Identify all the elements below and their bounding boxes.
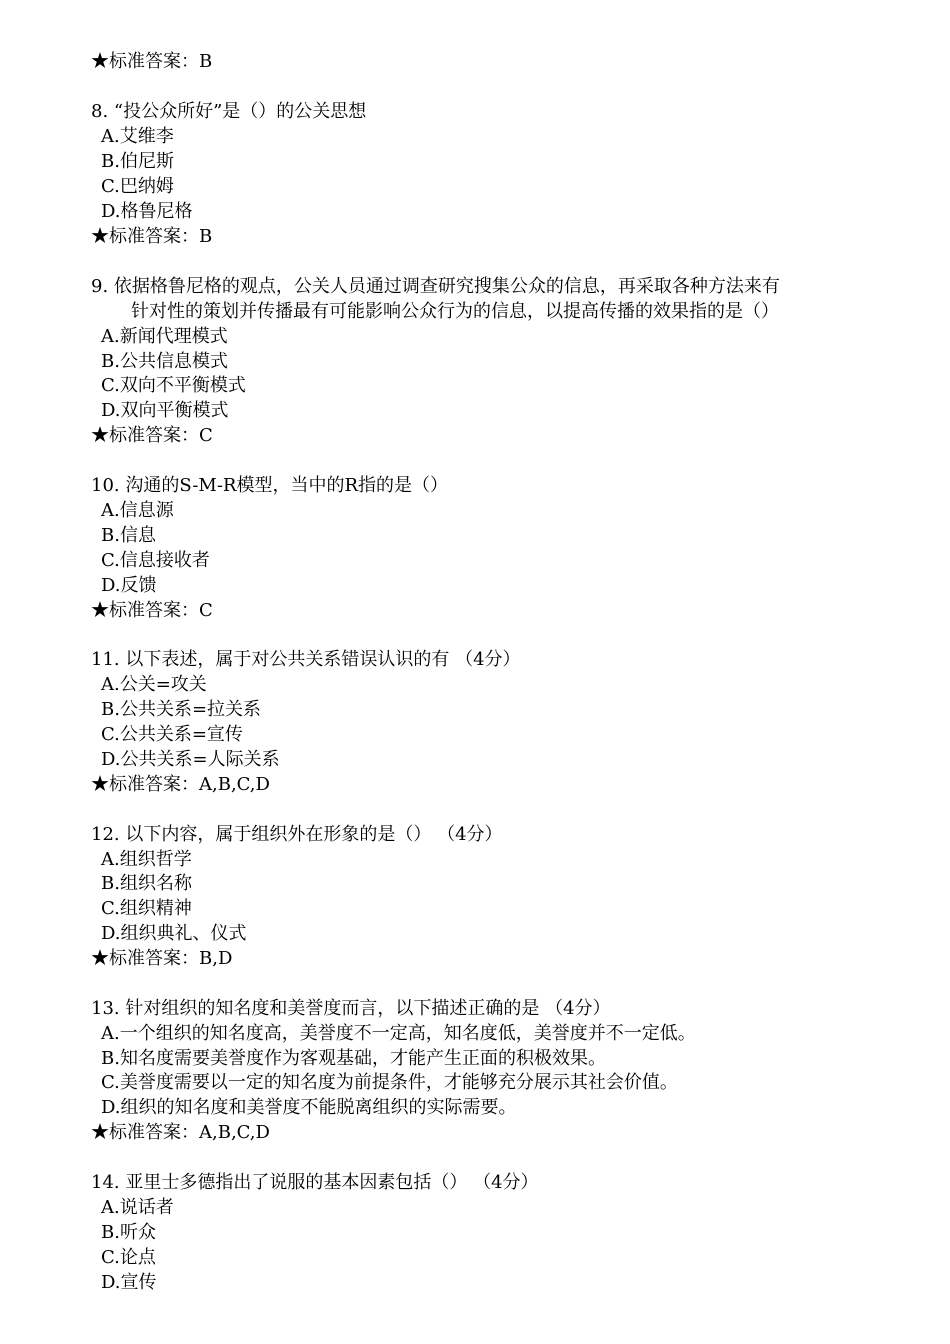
option-a: A.公关=攻关 (101, 674, 207, 695)
question-title-continued: 针对性的策划并传播最有可能影响公众行为的信息，以提高传播的效果指的是（） (131, 301, 779, 322)
answer-line: ★标准答案：B,D (91, 948, 233, 969)
option-d: D.组织典礼、仪式 (101, 923, 247, 944)
option-c: C.美誉度需要以一定的知名度为前提条件，才能够充分展示其社会价值。 (101, 1072, 678, 1093)
option-d: D.双向平衡模式 (101, 400, 229, 421)
question-title: 9. 依据格鲁尼格的观点，公关人员通过调查研究搜集公众的信息，再采取各种方法来有 (91, 276, 780, 297)
answer-line: ★标准答案：B (91, 51, 213, 72)
option-b: B.组织名称 (101, 873, 192, 894)
question-title: 14. 亚里士多德指出了说服的基本因素包括（） （4分） (91, 1172, 539, 1193)
question-title: 12. 以下内容，属于组织外在形象的是（） （4分） (91, 824, 503, 845)
answer-line: ★标准答案：C (91, 600, 213, 621)
option-c: C.双向不平衡模式 (101, 375, 246, 396)
answer-line: ★标准答案：A,B,C,D (91, 1122, 270, 1143)
option-b: B.听众 (101, 1222, 156, 1243)
option-b: B.公共关系=拉关系 (101, 699, 262, 720)
option-c: C.信息接收者 (101, 550, 210, 571)
option-c: C.论点 (101, 1247, 156, 1268)
option-d: D.格鲁尼格 (101, 201, 193, 222)
option-d: D.组织的知名度和美誉度不能脱离组织的实际需要。 (101, 1097, 517, 1118)
answer-line: ★标准答案：B (91, 226, 213, 247)
answer-line: ★标准答案：A,B,C,D (91, 774, 270, 795)
option-d: D.反馈 (101, 575, 157, 596)
option-a: A.新闻代理模式 (101, 326, 228, 347)
option-c: C.公共关系=宣传 (101, 724, 243, 745)
option-d: D.公共关系=人际关系 (101, 749, 280, 770)
option-b: B.伯尼斯 (101, 151, 174, 172)
question-title: 10. 沟通的S-M-R模型，当中的R指的是（） (91, 475, 449, 496)
question-title: 13. 针对组织的知名度和美誉度而言，以下描述正确的是 （4分） (91, 998, 611, 1019)
answer-line: ★标准答案：C (91, 425, 213, 446)
option-a: A.信息源 (101, 500, 174, 521)
option-a: A.说话者 (101, 1197, 174, 1218)
option-c: C.组织精神 (101, 898, 192, 919)
question-title: 8. “投公众所好”是（）的公关思想 (91, 101, 367, 122)
option-d: D.宣传 (101, 1272, 157, 1293)
option-a: A.一个组织的知名度高，美誉度不一定高，知名度低，美誉度并不一定低。 (101, 1023, 696, 1044)
option-b: B.公共信息模式 (101, 351, 228, 372)
option-b: B.知名度需要美誉度作为客观基础，才能产生正面的积极效果。 (101, 1048, 606, 1069)
option-c: C.巴纳姆 (101, 176, 174, 197)
option-b: B.信息 (101, 525, 156, 546)
option-a: A.组织哲学 (101, 849, 192, 870)
option-a: A.艾维李 (101, 126, 174, 147)
question-title: 11. 以下表述，属于对公共关系错误认识的有 （4分） (91, 649, 521, 670)
